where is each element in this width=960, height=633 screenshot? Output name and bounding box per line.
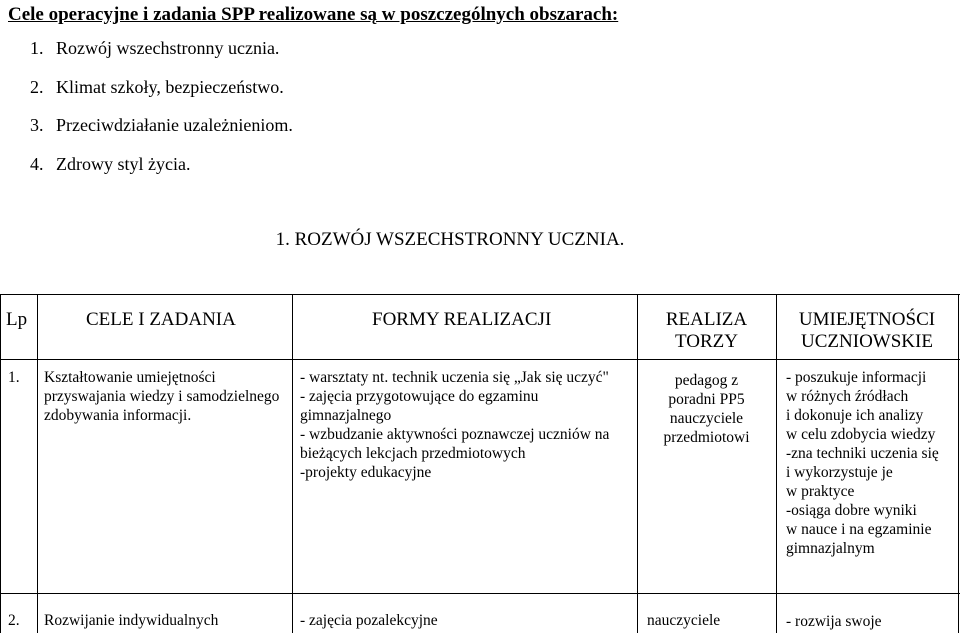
row1-formy [300, 368, 609, 482]
row1-realizatorzy [637, 371, 776, 447]
section-title: 1. ROZWÓJ WSZECHSTRONNY UCZNIA. [275, 229, 625, 250]
cell-line: - zajęcia przygotowujące do egzaminu [300, 388, 539, 405]
header-lp: Lp [6, 309, 28, 330]
row2-formy: - zajęcia pozalekcyjne [300, 612, 438, 629]
cell-line: -zna techniki uczenia się [786, 445, 939, 462]
cell-line: bieżących lekcjach przedmiotowych [300, 445, 526, 462]
cell-line: -projekty edukacyjne [300, 464, 432, 481]
cell-line: w praktyce [786, 483, 855, 500]
table-row-divider [0, 593, 960, 594]
list-number: 4. [30, 154, 44, 175]
cell-line: zdobywania informacji. [44, 407, 192, 424]
header-cele: CELE I ZADANIA [86, 309, 236, 330]
cell-line: poradni PP5 [668, 391, 745, 408]
cell-line: i wykorzystuje je [786, 464, 893, 481]
header-realizatorzy-line1: REALIZA [665, 309, 748, 330]
cell-line: gimnazjalnym [786, 540, 875, 557]
list-text: Rozwój wszechstronny ucznia. [56, 38, 280, 58]
row2-realizatorzy: nauczyciele [647, 612, 721, 629]
list-text: Zdrowy styl życia. [56, 154, 191, 175]
cell-line: i dokonuje ich analizy [786, 407, 924, 424]
header-umiejetnosci-line1: UMIEJĘTNOŚCI [798, 309, 936, 330]
cell-line: w celu zdobycia wiedzy [786, 426, 936, 443]
row2-lp: 2. [8, 612, 20, 629]
cell-line: -osiąga dobre wyniki [786, 502, 917, 519]
page-heading: Cele operacyjne i zadania SPP realizowane są w poszczególnych obszarach: [8, 4, 619, 25]
table-header-divider [0, 359, 960, 360]
cell-line: - wzbudzanie aktywności poznawczej uczniów na [300, 426, 610, 443]
list-number: 1. [30, 38, 44, 58]
cell-line: w różnych źródłach [786, 388, 909, 405]
list-text: Klimat szkoły, bezpieczeństwo. [56, 76, 284, 97]
cell-line: - poszukuje informacji [786, 369, 927, 386]
cell-line: pedagog z [674, 372, 739, 389]
list-text: Przeciwdziałanie uzależnieniom. [56, 115, 293, 136]
header-umiejetnosci-line2: UCZNIOWSKIE [801, 331, 933, 352]
table-col-divider [292, 294, 293, 633]
header-realizatorzy-line2: TORZY [675, 331, 738, 352]
cell-line: w nauce i na egzaminie [786, 521, 932, 538]
header-formy: FORMY REALIZACJI [372, 309, 552, 330]
cell-line: gimnazjalnego [300, 407, 392, 424]
cell-line: przedmiotowi [663, 429, 750, 446]
table-col-divider [37, 294, 38, 633]
row2-umiejetnosci: - rozwija swoje [786, 613, 882, 630]
table-border-right [958, 294, 959, 633]
row1-lp: 1. [8, 369, 20, 386]
row2-cele: Rozwijanie indywidualnych [44, 612, 219, 629]
cell-line: przyswajania wiedzy i samodzielnego [44, 388, 280, 405]
list-number: 2. [30, 76, 44, 97]
row1-umiejetnosci [786, 368, 939, 558]
table-border-top [0, 294, 960, 295]
table-border-left [0, 294, 1, 633]
row1-cele [44, 368, 279, 425]
cell-line: Kształtowanie umiejętności [44, 369, 216, 386]
list-number: 3. [30, 115, 44, 136]
cell-line: - warsztaty nt. technik uczenia się „Jak się uczyć" [300, 369, 609, 386]
cell-line: nauczyciele [669, 410, 744, 427]
